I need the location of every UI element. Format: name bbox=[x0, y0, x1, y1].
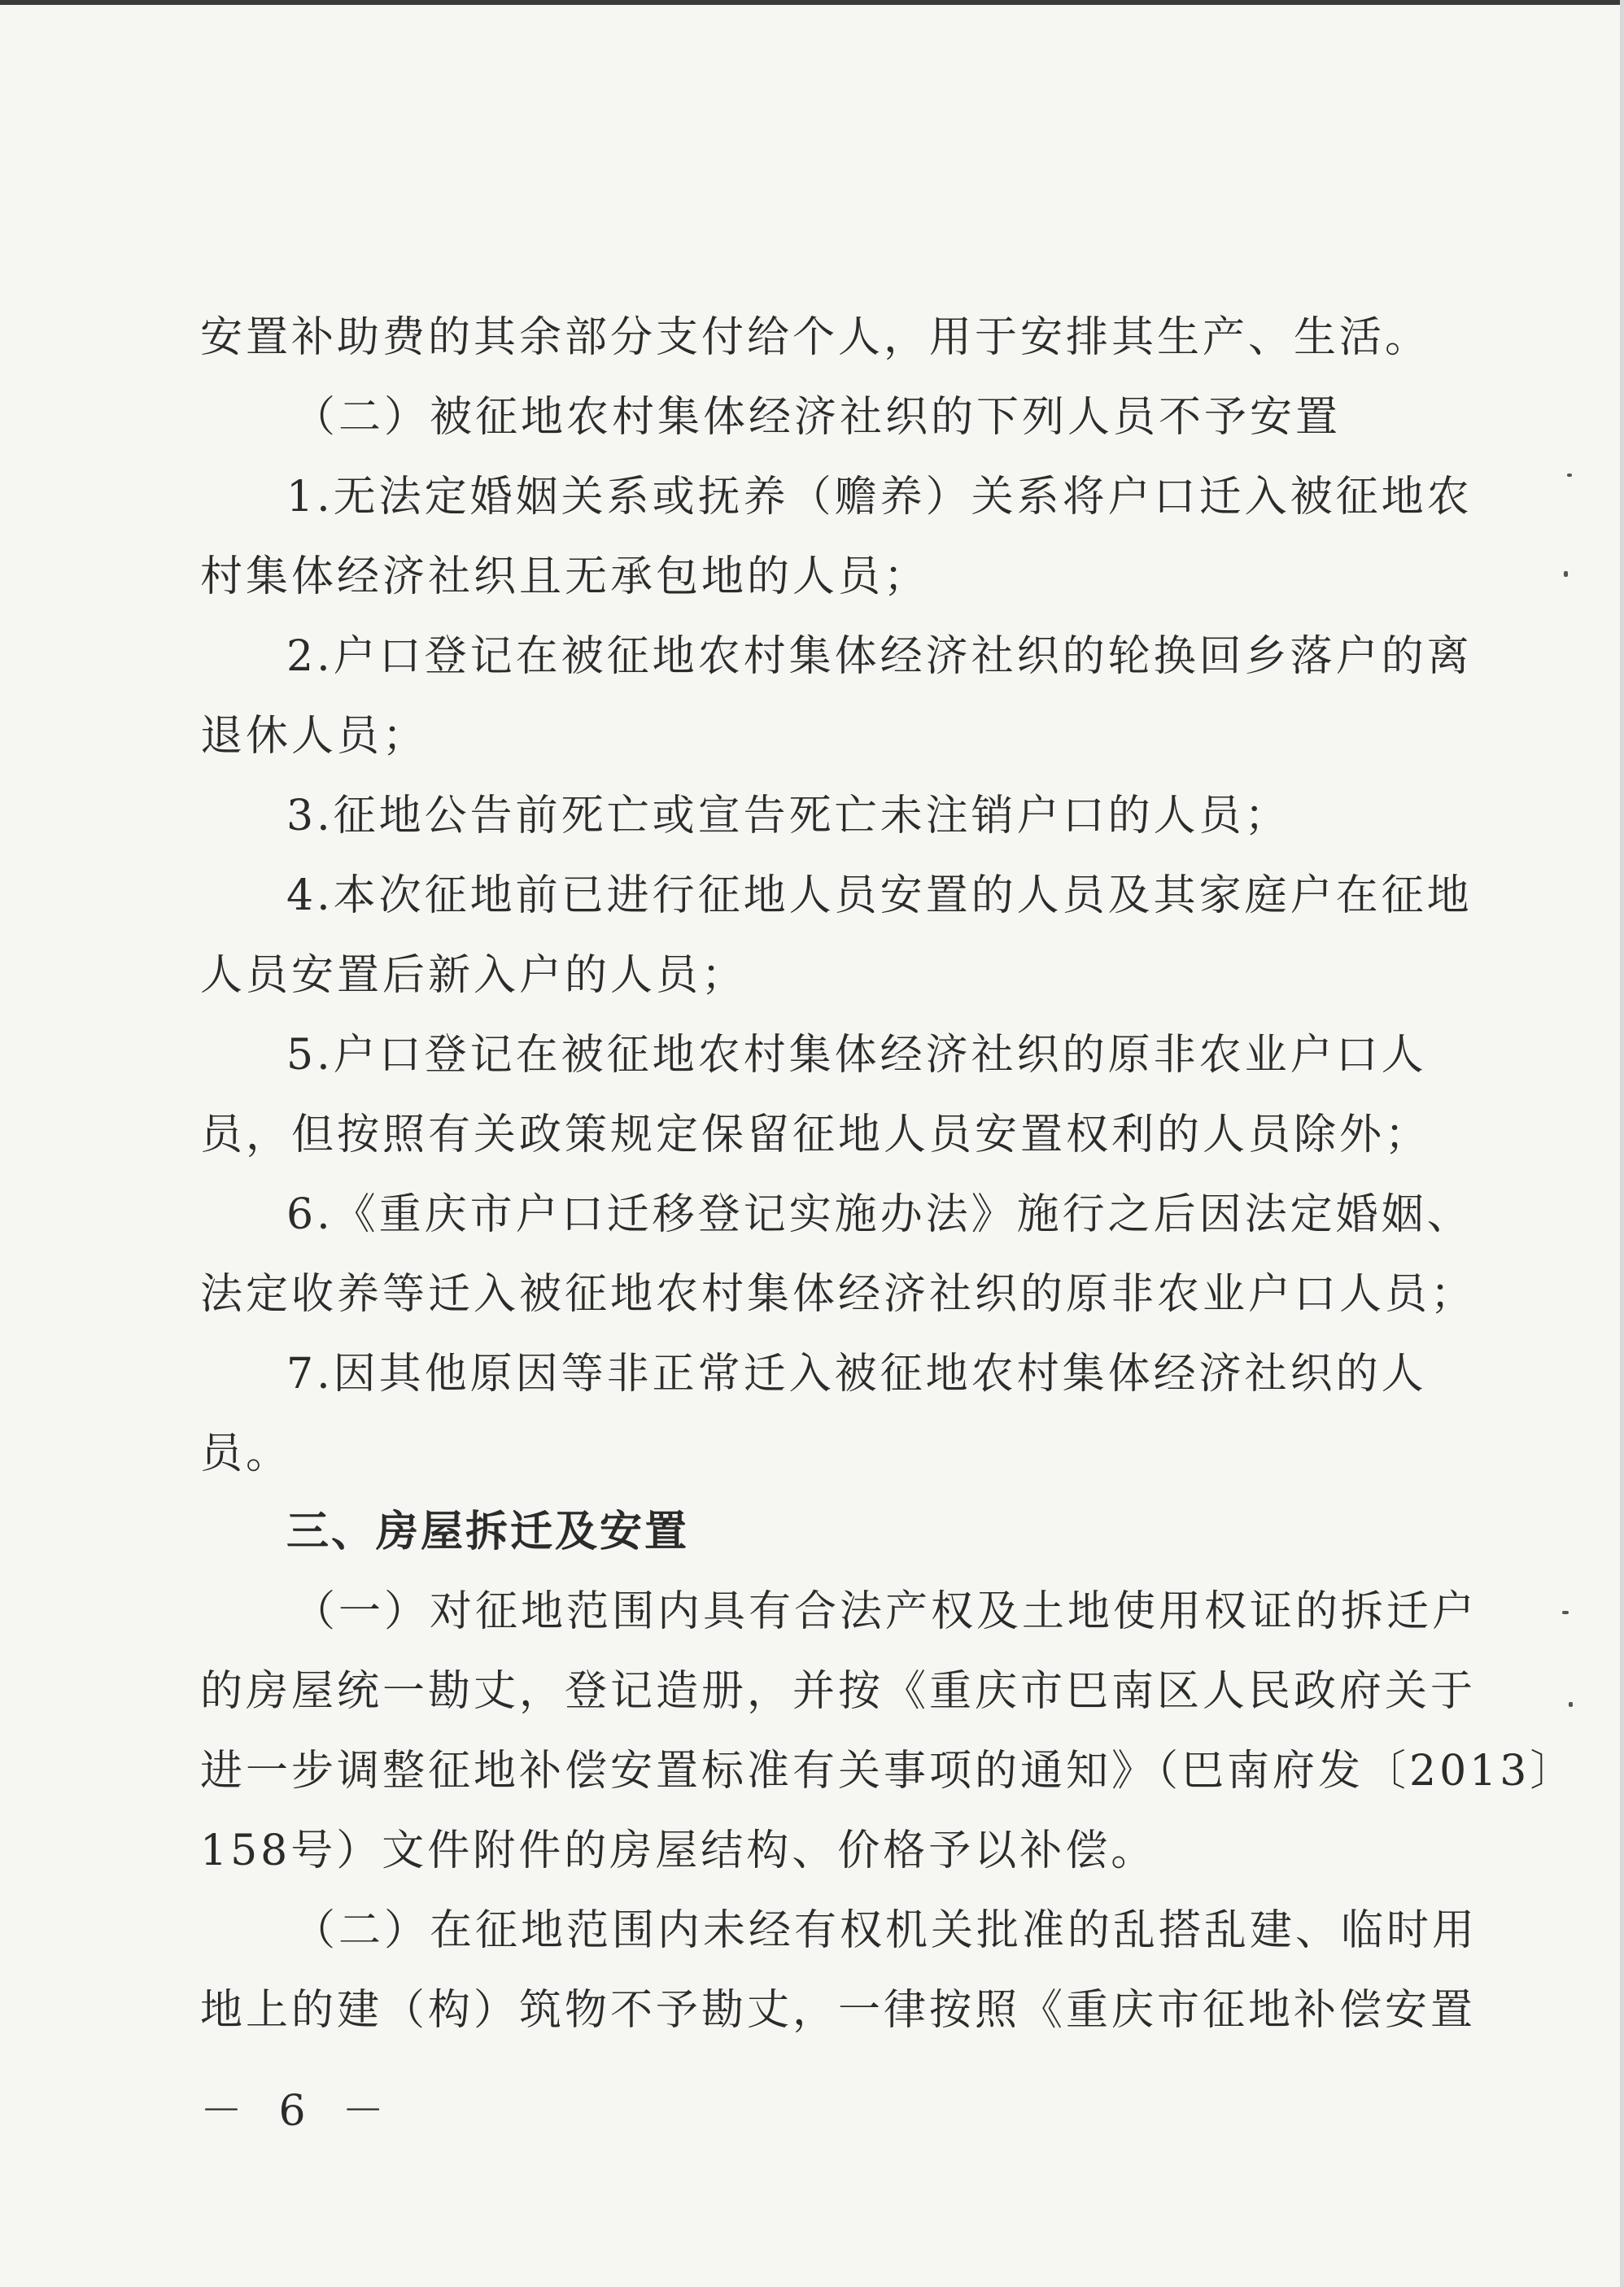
body-line-8: 4.本次征地前已进行征地人员安置的人员及其家庭户在征地 bbox=[286, 871, 1473, 920]
scan-speck bbox=[1564, 571, 1568, 577]
body-line-1: 安置补助费的其余部分支付给个人，用于安排其生产、生活。 bbox=[200, 313, 1431, 362]
page-number: － 6 － bbox=[200, 2087, 396, 2136]
body-line-10: 5.户口登记在被征地农村集体经济社织的原非农业户口人 bbox=[286, 1031, 1427, 1080]
body-line-21: （二）在征地范围内未经有权机关批准的乱搭乱建、临时用 bbox=[293, 1906, 1478, 1955]
body-line-6: 退休人员； bbox=[200, 712, 429, 761]
body-line-15: 员。 bbox=[200, 1429, 292, 1478]
section-heading: 三、房屋拆迁及安置 bbox=[286, 1508, 690, 1556]
scan-speck bbox=[1567, 474, 1572, 477]
body-line-12: 6.《重庆市户口迁移登记实施办法》施行之后因法定婚姻、 bbox=[286, 1190, 1473, 1239]
body-line-5: 2.户口登记在被征地农村集体经济社织的轮换回乡落户的离 bbox=[286, 632, 1473, 681]
scan-top-edge bbox=[0, 0, 1624, 5]
body-line-11: 员，但按照有关政策规定保留征地人员安置权利的人员除外； bbox=[200, 1111, 1431, 1159]
scan-speck bbox=[1569, 1702, 1573, 1707]
body-line-13: 法定收养等迁入被征地农村集体经济社织的原非农业户口人员； bbox=[200, 1270, 1477, 1319]
body-line-22: 地上的建（构）筑物不予勘丈，一律按照《重庆市征地补偿安置 bbox=[200, 1986, 1477, 2035]
body-line-3: 1.无法定婚姻关系或抚养（赡养）关系将户口迁入被征地农 bbox=[286, 473, 1473, 522]
body-line-14: 7.因其他原因等非正常迁入被征地农村集体经济社织的人 bbox=[286, 1350, 1427, 1399]
body-line-7: 3.征地公告前死亡或宣告死亡未注销户口的人员； bbox=[286, 792, 1290, 840]
body-line-20: 158号）文件附件的房屋结构、价格予以补偿。 bbox=[200, 1827, 1157, 1875]
scan-right-edge bbox=[1620, 0, 1624, 2287]
body-line-9: 人员安置后新入户的人员； bbox=[200, 951, 748, 1000]
scan-speck bbox=[1562, 1611, 1569, 1614]
body-line-18: 的房屋统一勘丈，登记造册，并按《重庆市巴南区人民政府关于 bbox=[200, 1667, 1477, 1716]
body-line-4: 村集体经济社织且无承包地的人员； bbox=[200, 552, 930, 601]
body-line-17: （一）对征地范围内具有合法产权及土地使用权证的拆迁户 bbox=[293, 1587, 1478, 1636]
body-line-2: （二）被征地农村集体经济社织的下列人员不予安置 bbox=[293, 393, 1342, 442]
body-line-19: 进一步调整征地补偿安置标准有关事项的通知》（巴南府发〔2013〕 bbox=[200, 1747, 1576, 1796]
